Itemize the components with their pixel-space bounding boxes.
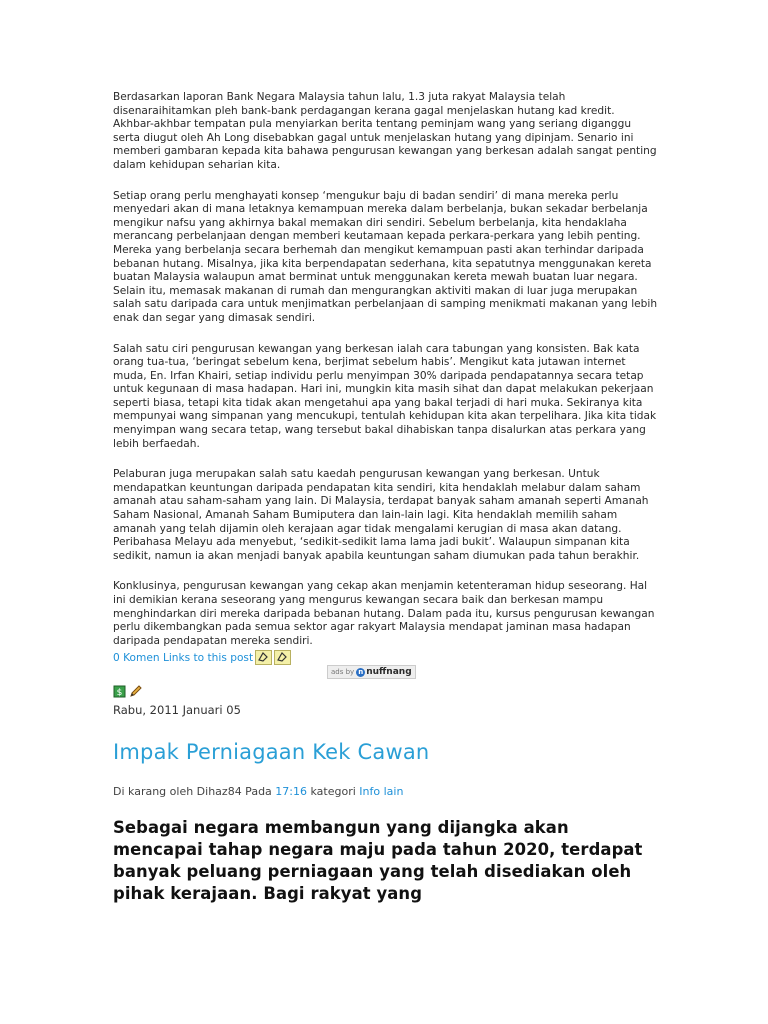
post-footer-links xyxy=(113,650,658,665)
article-paragraph-4: Pelaburan juga merupakan salah satu kaedah pengurusan kewangan yang berkesan. Untuk mendapatkan keuntungan daripada pendapatan kita sendiri, kita hendaklah melabur dalam saham amanah atau saham-saham yang lain. Di Malaysia, terdapat banyak saham amanah seperti Amanah Saham Nasional, Amanah Saham Bumiputera dan lain-lain lagi. Kita hendaklah memilih saham amanah yang telah dijamin oleh kerajaan agar tidak mengalami kerugian di masa akan datang. Peribahasa Melayu ada menyebut, ‘sedikit-sedikit lama lama jadi bukit’. Walaupun simpanan kita sedikit, namun ia akan menjadi banyak apabila keuntungan saham diumukan pada tahun berakhir. xyxy=(113,468,649,562)
post-lead-text: Sebagai negara membangun yang dijangka akan mencapai tahap negara maju pada tahun 2020, terdapat banyak peluang perniagaan yang telah disediakan oleh pihak kerajaan. Bagi rakyat yang xyxy=(113,818,643,904)
post-byline xyxy=(113,785,658,799)
post-title[interactable]: Impak Perniagaan Kek Cawan xyxy=(113,740,430,765)
byline-author: Di karang oleh Dihaz84 Pada xyxy=(113,785,272,799)
svg-text:$: $ xyxy=(116,687,123,698)
share-icon[interactable] xyxy=(255,650,272,665)
post-time-link[interactable]: 17:16 xyxy=(275,785,307,799)
post-tools xyxy=(113,683,658,701)
article-paragraph-3: Salah satu ciri pengurusan kewangan yang berkesan ialah cara tabungan yang konsisten. Bak kata orang tua-tua, ‘beringat sebelum kena, berjimat sebelum habis’. Mengikut kata jutawan internet muda, En. Irfan Khairi, setiap individu perlu menyimpan 30% daripada pendapatannya secara tetap untuk kegunaan di masa hadapan. Hari ini, mungkin kita masih sihat dan dapat melakukan pekerjaan seperti biasa, tetapi kita tidak akan mengetahui apa yang bakal terjadi di hari muka. Sekiranya kita mempunyai wang simpanan yang mencukupi, tentulah kehidupan kita akan terpelihara. Jika kita tidak menyimpan wang secara tetap, wang tersebut bakal dihabiskan tanpa disalurkan atas perkara yang lebih berfaedah. xyxy=(113,342,657,450)
nuffnang-ad-badge[interactable] xyxy=(327,665,416,679)
nuffnang-logo-icon: n xyxy=(356,668,365,677)
article-paragraph-5: Konklusinya, pengurusan kewangan yang cekap akan menjamin ketenteraman hidup seseorang. Hal ini demikian kerana seseorang yang mengurus kewangan secara baik dan berkesan mampu menghindarkan diri mereka daripada bebanan hutang. Dalam pada itu, kursus pengurusan kewangan perlu dikembangkan pada semua sektor agar rakyart Malaysia mendapat jaminan masa hadapan daripada pendapatan mereka sendiri. xyxy=(113,580,655,647)
category-label: kategori xyxy=(310,785,356,799)
ads-row xyxy=(113,665,658,681)
article-paragraph-1: Berdasarkan laporan Bank Negara Malaysia tahun lalu, 1.3 juta rakyat Malaysia telah disenaraihitamkan pleh bank-bank perdagangan kerana gagal menjelaskan hutang kad kredit. Akhbar-akhbar tempatan pula menyiarkan berita tentang peminjam wang yang seriang diganggu serta diugut oleh Ah Long disebabkan gagal untuk menjelaskan hutang yang dipinjam. Senario ini memberi gambaran kepada kita bahawa pengurusan kewangan yang berkesan adalah sangat penting dalam kehidupan seharian kita. xyxy=(113,91,657,171)
nuffnang-brand: nuffnang xyxy=(366,667,412,678)
edit-pencil-icon[interactable] xyxy=(129,683,143,702)
links-to-this-post-link[interactable]: Links to this post xyxy=(162,651,254,664)
comments-link[interactable]: 0 Komen xyxy=(113,651,160,664)
post-date: Rabu, 2011 Januari 05 xyxy=(113,703,241,718)
category-link[interactable]: Info lain xyxy=(359,785,404,799)
ads-by-label: ads by xyxy=(331,668,355,677)
post-content xyxy=(113,91,658,905)
article-paragraph-2: Setiap orang perlu menghayati konsep ‘mengukur baju di badan sendiri’ di mana mereka perlu menyedari akan di mana letaknya kemampuan mereka dalam berbelanja, bukan sekadar berbelanja mengikur nafsu yang akhirnya bakal memakan diri sendiri. Sebelum berbelanja, kita hendaklaha merancang perbelanjaan dengan memberi keutamaan kepada perkara-perkara yang lebih penting. Mereka yang berbelanja secara berhemah dan mengikut kemampuan pasti akan terhindar daripada bebanan hutang. Misalnya, jika kita berpendapatan sederhana, kita sepatutnya menggunakan kereta buatan Malaysia walaupun amat berminat untuk menggunakan kereta mewah buatan luar negara. Selain itu, memasak makanan di rumah dan mengurangkan aktiviti makan di luar juga merupakan salah satu daripada cara untuk menjimatkan perbelanjaan di samping menikmati makanan yang lebih enak dan segar yang dimasak sendiri. xyxy=(113,189,658,324)
blog-this-icon[interactable] xyxy=(113,683,127,702)
email-icon[interactable] xyxy=(274,650,291,665)
